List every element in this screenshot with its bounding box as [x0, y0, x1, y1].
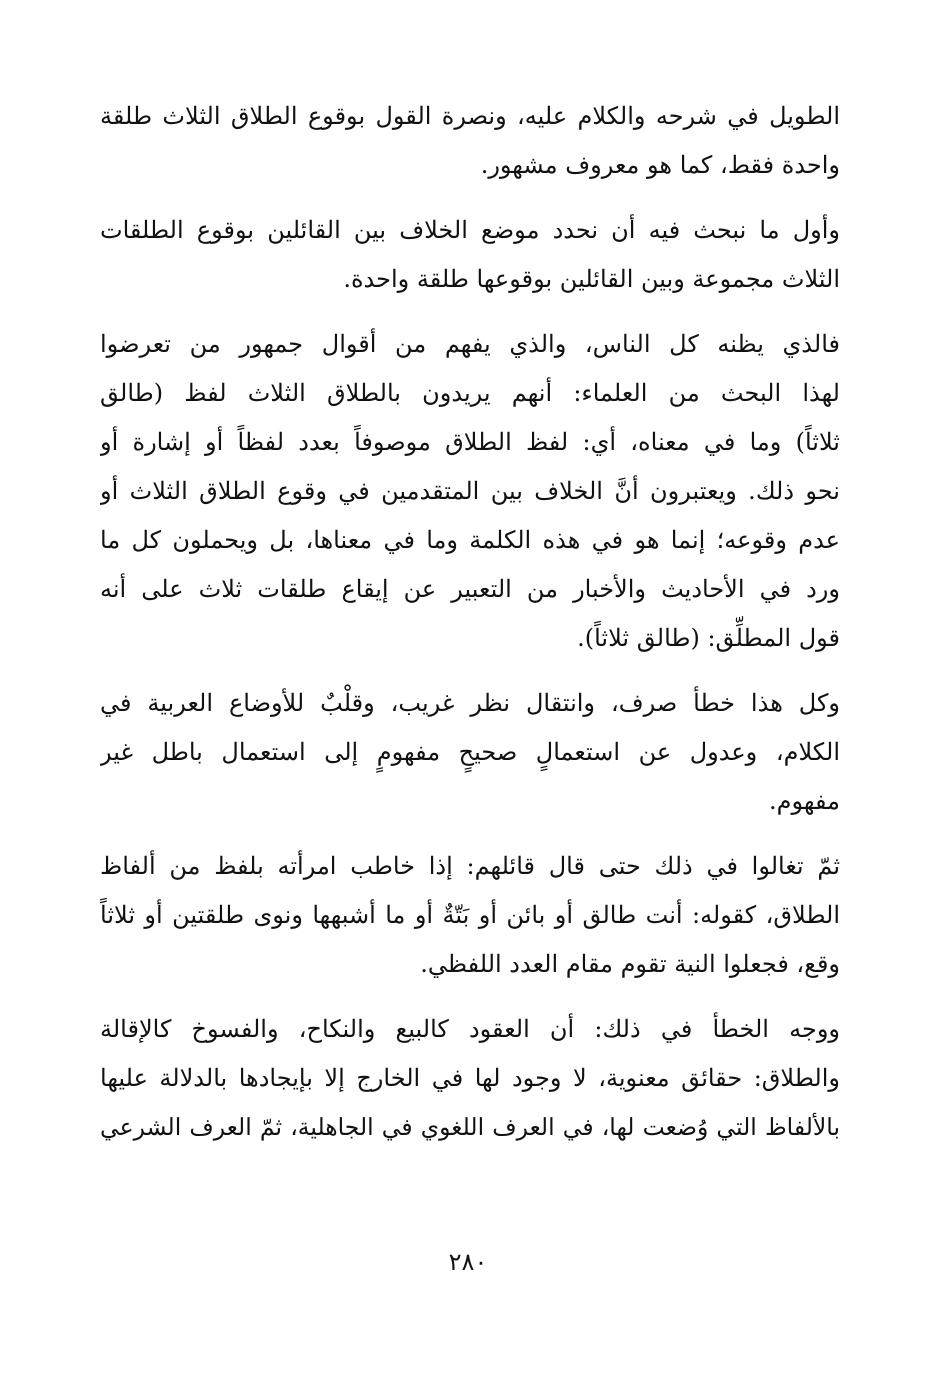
text-line: مفهوم.: [769, 787, 840, 815]
text-line: الطويل في شرحه والكلام عليه، ونصرة القول بوقوع الطلاق الثلاث طلقة: [100, 102, 840, 130]
paragraph: [100, 842, 840, 989]
text-line: ورد في الأحاديث والأخبار من التعبير عن إيقاع طلقات ثلاث على أنه: [100, 575, 840, 603]
text-line: نحو ذلك. ويعتبرون أنَّ الخلاف بين المتقدمين في وقوع الطلاق الثلاث أو: [100, 477, 840, 505]
text-line: لهذا البحث من العلماء: أنهم يريدون بالطلاق الثلاث لفظ (طالق: [100, 379, 840, 407]
text-line: قول المطلِّق: (طالق ثلاثاً).: [577, 624, 840, 652]
text-line: وقع، فجعلوا النية تقوم مقام العدد اللفظي.: [420, 950, 840, 978]
text-line: فالذي يظنه كل الناس، والذي يفهم من أقوال جمهور من تعرضوا: [100, 330, 840, 358]
text-line: واحدة فقط، كما هو معروف مشهور.: [480, 151, 840, 179]
page-body: [100, 92, 840, 1152]
text-line: الثلاث مجموعة وبين القائلين بوقوعها طلقة واحدة.: [343, 265, 840, 293]
paragraph: [100, 320, 840, 663]
page-number: ٢٨٠: [448, 1248, 488, 1276]
paragraph: [100, 206, 840, 304]
text-line: ثمّ تغالوا في ذلك حتى قال قائلهم: إذا خاطب امرأته بلفظ من ألفاظ: [100, 852, 840, 880]
paragraph: [100, 1005, 840, 1152]
text-line: ووجه الخطأ في ذلك: أن العقود كالبيع والنكاح، والفسوخ كالإقالة: [100, 1015, 840, 1043]
text-line: ثلاثاً) وما في معناه، أي: لفظ الطلاق موصوفاً بعدد لفظاً أو إشارة أو: [100, 428, 840, 456]
paragraph: [100, 92, 840, 190]
text-line: الكلام، وعدول عن استعمالٍ صحيحٍ مفهومٍ إلى استعمال باطل غير: [100, 738, 840, 766]
text-line: الطلاق، كقوله: أنت طالق أو بائن أو بَتّةٌ أو ما أشبهها ونوى طلقتين أو ثلاثاً: [100, 901, 840, 929]
text-line: بالألفاظ التي وُضعت لها، في العرف اللغوي في الجاهلية، ثمّ العرف الشرعي: [100, 1113, 840, 1141]
text-line: وكل هذا خطأ صرف، وانتقال نظر غريب، وقلْبٌ للأوضاع العربية في: [100, 689, 840, 717]
paragraph: [100, 679, 840, 826]
text-line: عدم وقوعه؛ إنما هو في هذه الكلمة وما في معناها، بل ويحملون كل ما: [100, 526, 840, 554]
text-line: والطلاق: حقائق معنوية، لا وجود لها في الخارج إلا بإيجادها بالدلالة عليها: [100, 1064, 840, 1092]
text-line: وأول ما نبحث فيه أن نحدد موضع الخلاف بين القائلين بوقوع الطلقات: [100, 216, 840, 244]
